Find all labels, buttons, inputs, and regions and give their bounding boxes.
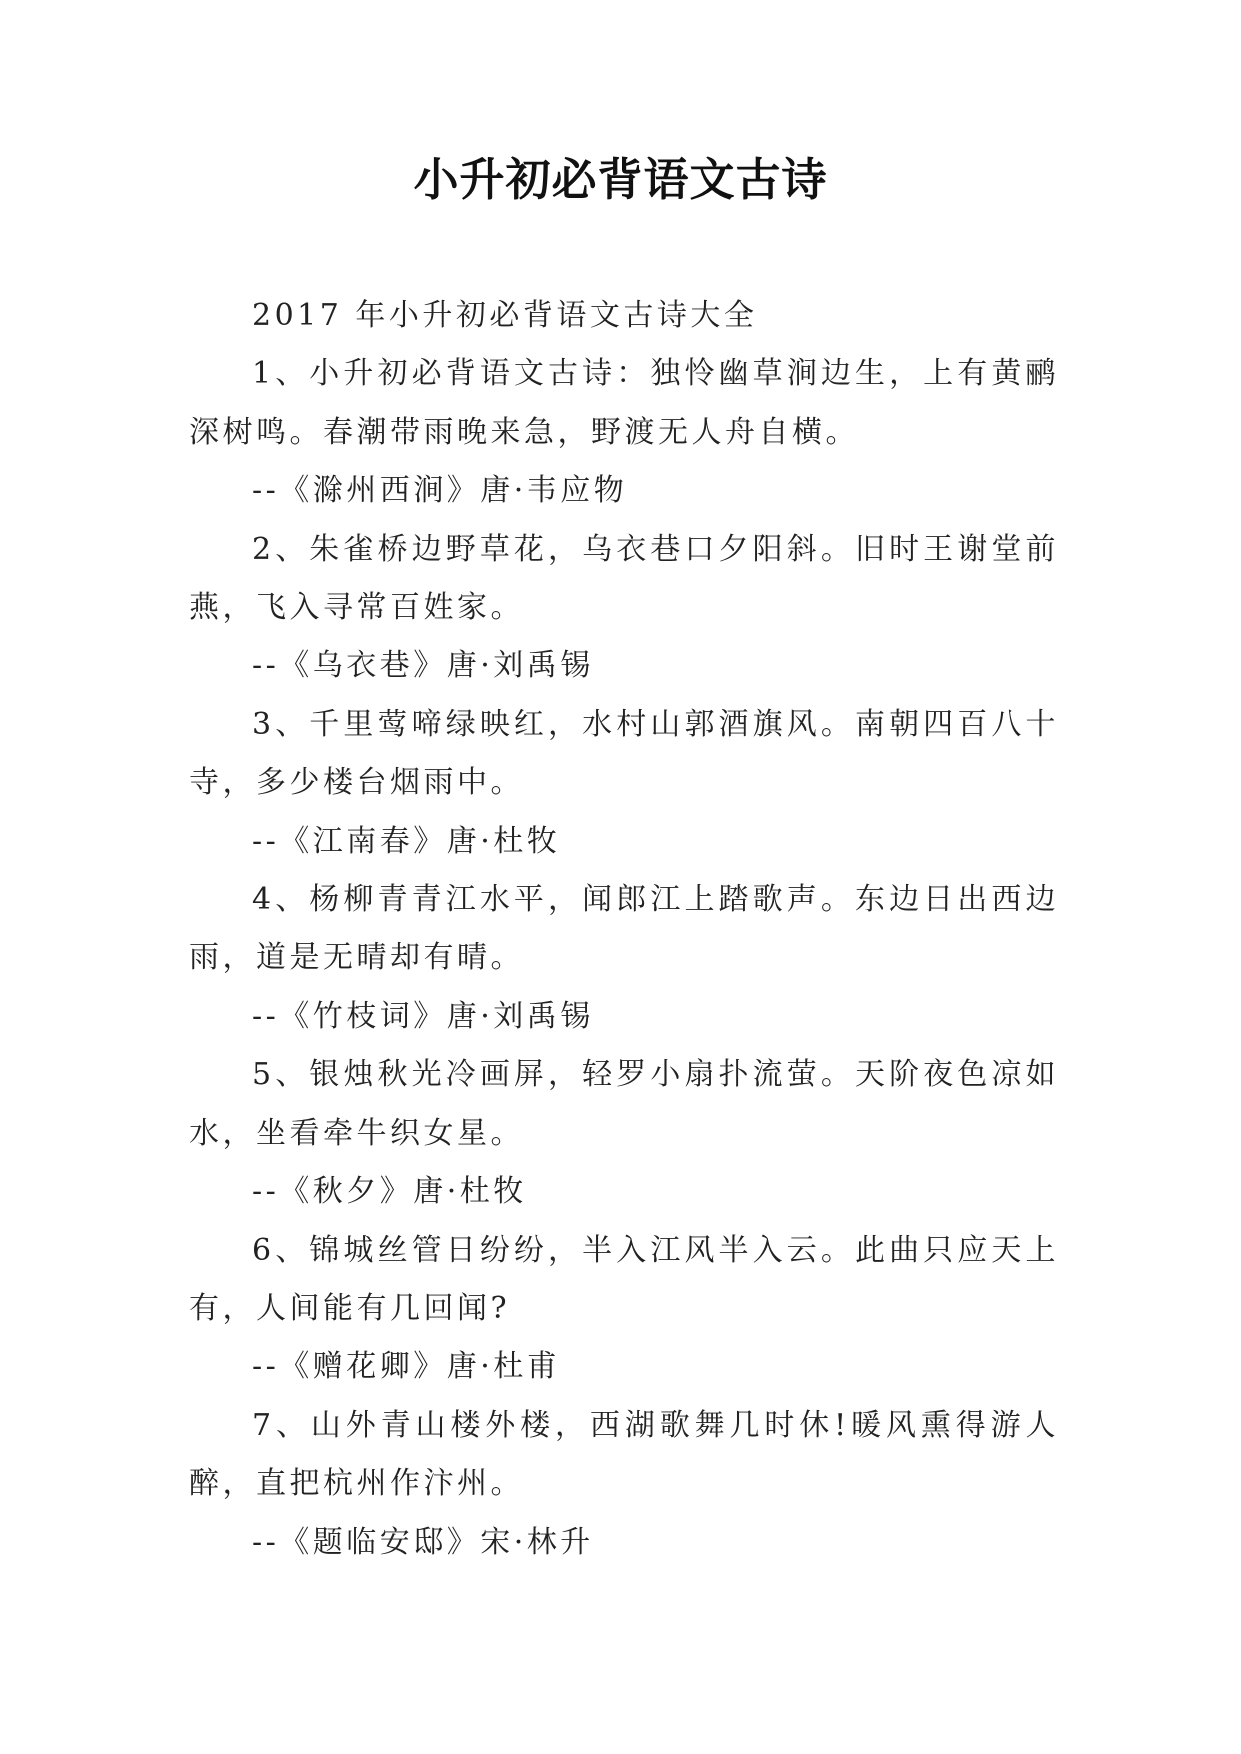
poem-source: --《乌衣巷》唐·刘禹锡	[252, 648, 594, 684]
document-body	[189, 287, 1059, 1572]
poem-text: 6、锦城丝管日纷纷，半入江风半入云。此曲只应天上有，人间能有几回闻?	[189, 1232, 1059, 1326]
poem-text: 5、银烛秋光冷画屏，轻罗小扇扑流萤。天阶夜色凉如水，坐看牵牛织女星。	[189, 1057, 1059, 1151]
poem-text: 3、千里莺啼绿映红，水村山郭酒旗风。南朝四百八十寺，多少楼台烟雨中。	[189, 706, 1059, 801]
poem-source: --《竹枝词》唐·刘禹锡	[252, 998, 594, 1034]
poem-source: --《赠花卿》唐·杜甫	[252, 1349, 561, 1385]
poem-text: 4、杨柳青青江水平，闻郎江上踏歌声。东边日出西边雨，道是无晴却有晴。	[189, 882, 1059, 976]
document-subtitle: 2017 年小升初必背语文古诗大全	[252, 298, 758, 333]
poem-text: 7、山外青山楼外楼，西湖歌舞几时休!暖风熏得游人醉，直把杭州作汴州。	[189, 1407, 1059, 1502]
poem-source: --《秋夕》唐·杜牧	[252, 1174, 527, 1210]
poem-text: 1、小升初必背语文古诗：独怜幽草涧边生，上有黄鹂深树鸣。春潮带雨晚来急，野渡无人舟自横。	[189, 356, 1059, 450]
poem-text: 2、朱雀桥边野草花，乌衣巷口夕阳斜。旧时王谢堂前燕，飞入寻常百姓家。	[189, 531, 1059, 626]
poem-source: --《江南春》唐·杜牧	[252, 823, 561, 859]
poem-source: --《滁州西涧》唐·韦应物	[252, 473, 628, 509]
page-title: 小升初必背语文古诗	[413, 153, 828, 206]
poem-source: --《题临安邸》宋·林升	[252, 1524, 594, 1560]
